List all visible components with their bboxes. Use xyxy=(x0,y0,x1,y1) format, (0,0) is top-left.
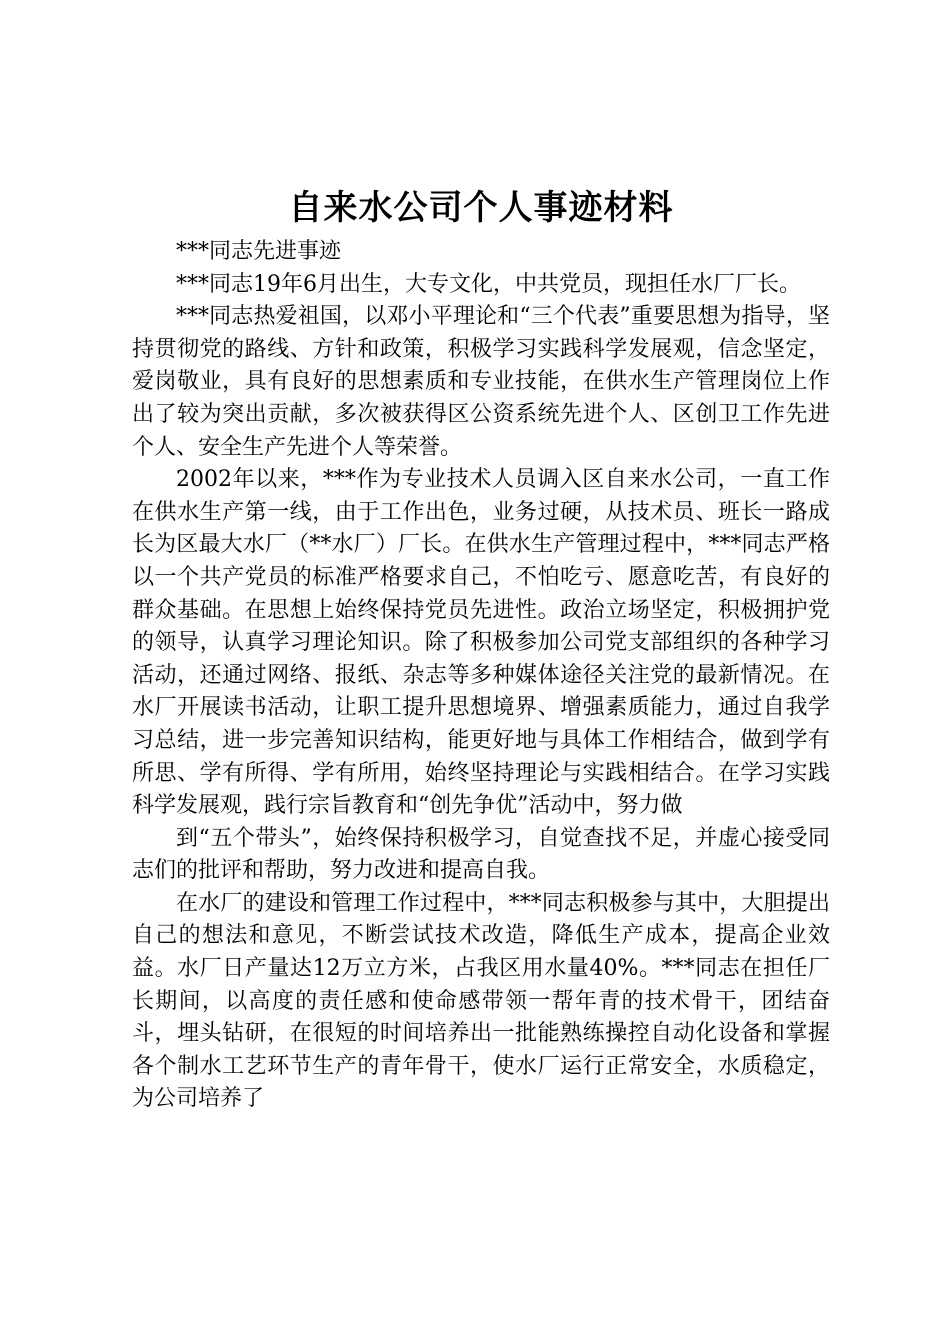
paragraph-5: 在水厂的建设和管理工作过程中，***同志积极参与其中，大胆提出自己的想法和意见，不断尝试技术改造，降低生产成本，提高企业效益。水厂日产量达12万立方米，占我区用水量40%。***同志在担任厂长期间，以高度的责任感和使命感带领一帮年青的技术骨干，团结奋斗，埋头钻研，在很短的时间培养出一批能熟练操控自动化设备和掌握各个制水工艺环节生产的青年骨干，使水厂运行正常安全，水质稳定，为公司培养了 xyxy=(132,890,830,1112)
paragraph-4: 到“五个带头”，始终保持积极学习，自觉查找不足，并虚心接受同志们的批评和帮助，努力改进和提高自我。 xyxy=(132,825,830,884)
document-page xyxy=(132,180,830,1116)
document-subtitle: ***同志先进事迹 xyxy=(176,239,342,264)
paragraph-1: ***同志19年6月出生，大专文化，中共党员，现担任水厂厂长。 xyxy=(176,271,801,297)
paragraph-2: ***同志热爱祖国，以邓小平理论和“三个代表”重要思想为指导，坚持贯彻党的路线、方针和政策，积极学习实践科学发展观，信念坚定，爱岗敬业，具有良好的思想素质和专业技能，在供水生产管理岗位上作出了较为突出贡献，多次被获得区公资系统先进个人、区创卫工作先进个人、安全生产先进个人等荣誉。 xyxy=(132,304,830,460)
document-title: 自来水公司个人事迹材料 xyxy=(288,188,674,228)
paragraph-3: 2002年以来，***作为专业技术人员调入区自来水公司，一直工作在供水生产第一线，由于工作出色，业务过硬，从技术员、班长一路成长为区最大水厂（**水厂）厂长。在供水生产管理过程中，***同志严格以一个共产党员的标准严格要求自己，不怕吃亏、愿意吃苦，有良好的群众基础。在思想上始终保持党员先进性。政治立场坚定，积极拥护党的领导，认真学习理论知识。除了积极参加公司党支部组织的各种学习活动，还通过网络、报纸、杂志等多种媒体途径关注党的最新情况。在水厂开展读书活动，让职工提升思想境界、增强素质能力，通过自我学习总结，进一步完善知识结构，能更好地与具体工作相结合，做到学有所思、学有所得、学有所用，始终坚持理论与实践相结合。在学习实践科学发展观，践行宗旨教育和“创先争优”活动中，努力做 xyxy=(132,467,830,819)
